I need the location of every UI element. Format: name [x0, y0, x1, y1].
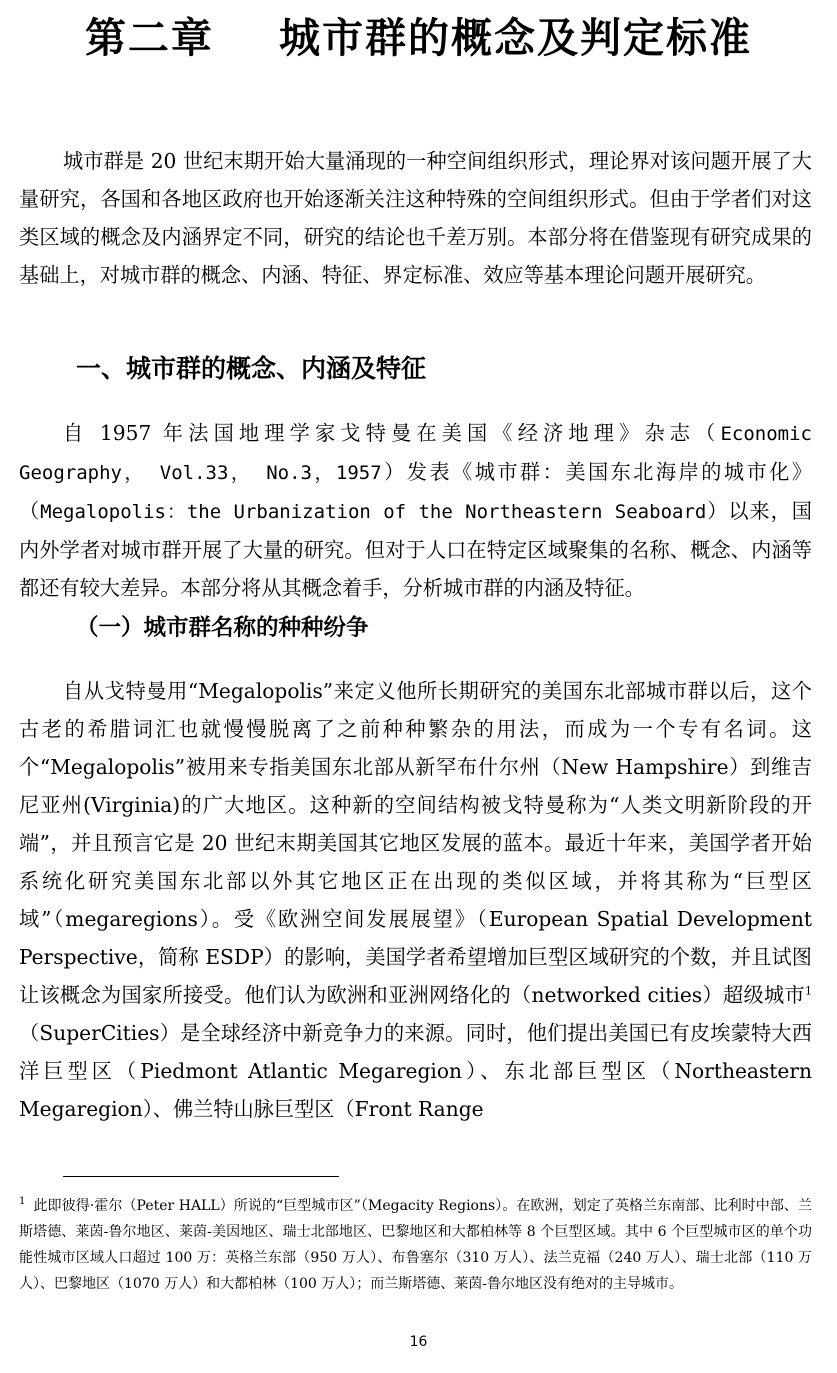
footnote-text: 此即彼得·霍尔（Peter HALL）所说的“巨型城市区”（Megacity Regions）。在欧洲，划定了英格兰东南部、比利时中部、兰斯塔德、莱茵-鲁尔地区、莱茵-美因地区、瑞士北部地区、巴黎地区和大都柏林等 8 个巨型区域。其中 6 个巨型城市区的单个功能性城市区域人口超过 100 万：英格兰东部（950 万人）、布鲁塞尔（310 万人）、法兰克福（240 万人）、瑞士北部（110 万人）、巴黎地区（1070 万人）和大都柏林（100 万人）；而兰斯塔德、莱茵-鲁尔地区没有绝对的主导城市。: [19, 1198, 812, 1292]
journal-citation: Economic Geography， Vol.33， No.3，1957: [19, 423, 812, 484]
section-paragraph-text-1: 自 1957 年法国地理学家戈特曼在美国《经济地理》杂志（: [63, 421, 721, 445]
section-paragraph-text-2: ）发表《城市群：美国东北海岸的城市化》（: [19, 460, 812, 523]
page-number: 16: [409, 1334, 428, 1350]
footnote-separator: [63, 1176, 339, 1177]
section-paragraph: [19, 414, 812, 607]
subsection-heading: （一）城市群名称的种种纷争: [76, 615, 369, 641]
footnote-reference[interactable]: 1: [805, 984, 812, 998]
footnote-marker: 1: [19, 1196, 26, 1208]
book-title-english: Megalopolis：the Urbanization of the Northeastern Seaboard: [40, 501, 707, 523]
section-paragraph-text-3: ）以来，国内外学者对城市群开展了大量的研究。但对于人口在特定区域聚集的名称、概念、内涵等都还有较大差异。本部分将从其概念着手，分析城市群的内涵及特征。: [19, 499, 812, 600]
intro-paragraph: 城市群是 20 世纪末期开始大量涌现的一种空间组织形式，理论界对该问题开展了大量研究，各国和各地区政府也开始逐渐关注这种特殊的空间组织形式。但由于学者们对这类区域的概念及内涵界定不同，研究的结论也千差万别。本部分将在借鉴现有研究成果的基础上，对城市群的概念、内涵、特征、界定标准、效应等基本理论问题开展研究。: [19, 149, 812, 287]
main-paragraph-text-1: 自从戈特曼用“Megalopolis”来定义他所长期研究的美国东北部城市群以后，这个古老的希腊词汇也就慢慢脱离了之前种种繁杂的用法，而成为一个专有名词。这个“Megalopolis”被用来专指美国东北部从新罕布什尔州（New Hampshire）到维吉尼亚州(Virginia)的广大地区。这种新的空间结构被戈特曼称为“人类文明新阶段的开端”，并且预言它是 20 世纪末期美国其它地区发展的蓝本。最近十年来，美国学者开始系统化研究美国东北部以外其它地区正在出现的类似区域，并将其称为“巨型区域”（megaregions）。受《欧洲空间发展展望》（European Spatial Development Perspective，简称 ESDP）的影响，美国学者希望增加巨型区域研究的个数，并且试图让该概念为国家所接受。他们认为欧洲和亚洲网络化的（networked cities）超级城市: [19, 679, 812, 1007]
main-paragraph: [19, 672, 812, 1128]
section-heading: 一、城市群的概念、内涵及特征: [76, 354, 427, 383]
main-paragraph-text-2: （SuperCities）是全球经济中新竞争力的来源。同时，他们提出美国已有皮埃蒙特大西洋巨型区（Piedmont Atlantic Megaregion）、东北部巨型区（Northeastern Megaregion）、佛兰特山脉巨型区（Front Range: [19, 1021, 812, 1121]
chapter-title: 第二章 城市群的概念及判定标准: [84, 14, 753, 62]
footnote: [19, 1193, 812, 1297]
